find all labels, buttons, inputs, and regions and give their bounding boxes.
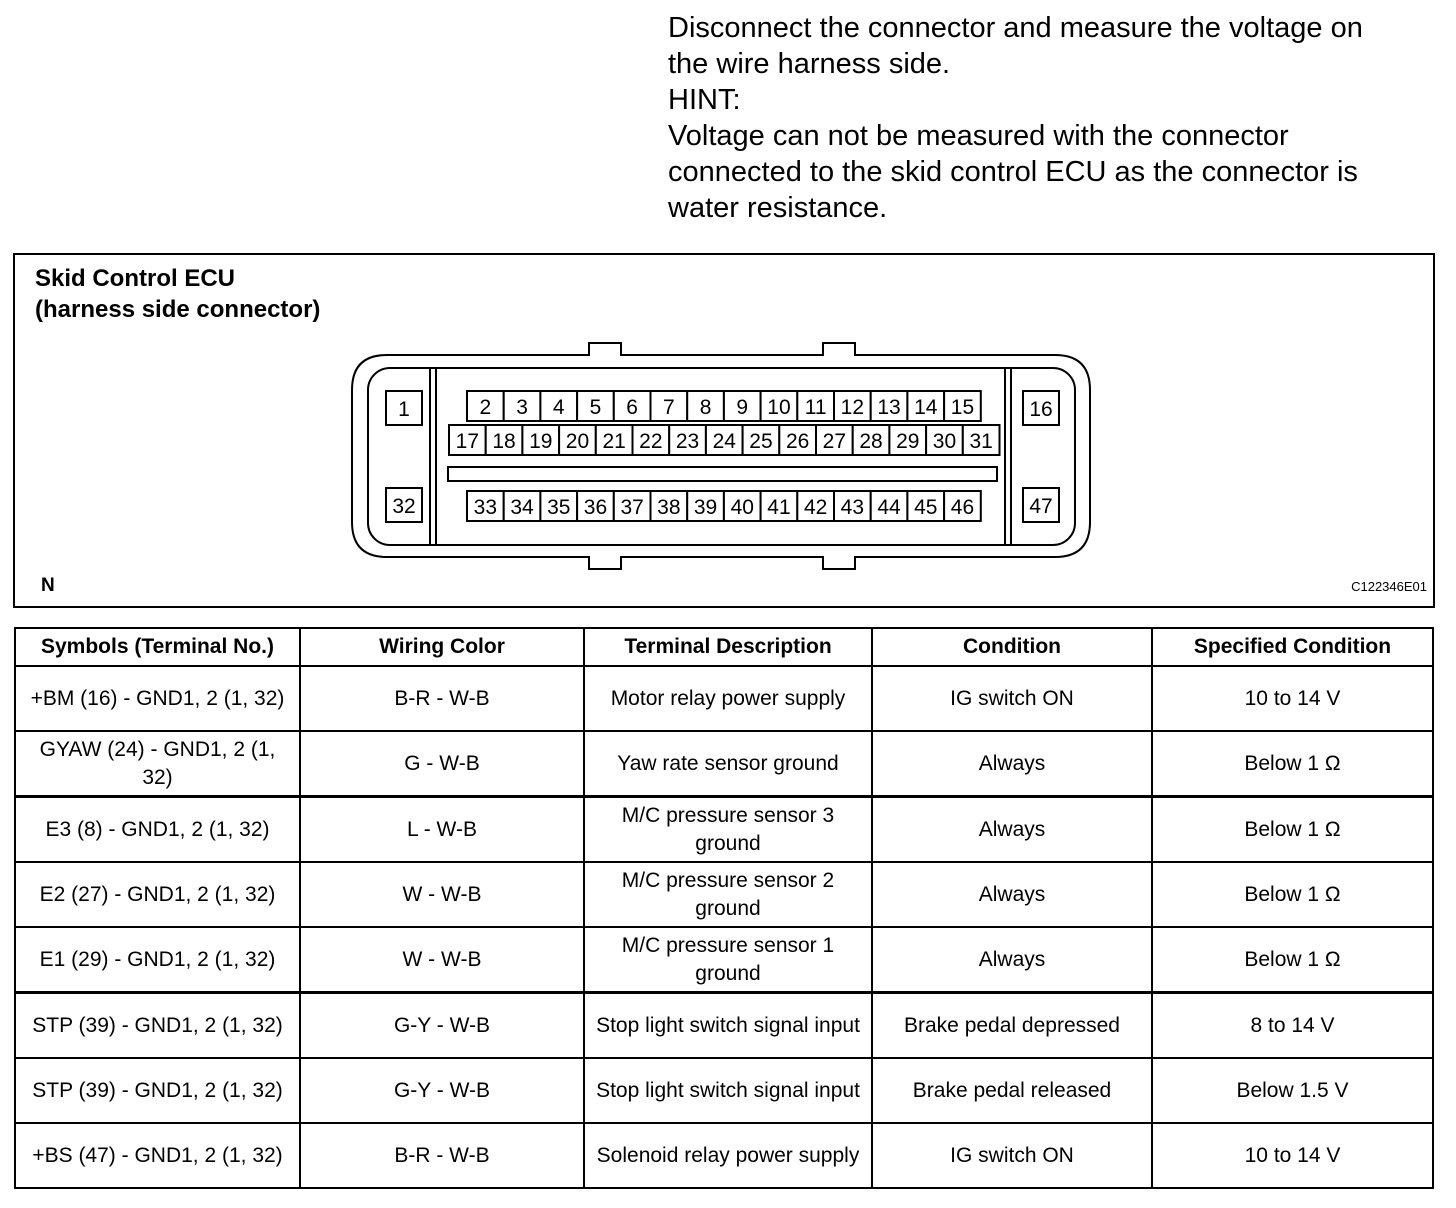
cell-condition: IG switch ON [872,666,1152,731]
cell-specified-condition: Below 1 Ω [1152,927,1433,993]
connector-pin-3 [504,391,541,421]
table-row [15,797,1433,863]
pin-label: 1 [398,398,410,421]
cell-wiring-color: W - W-B [300,927,584,993]
connector-pin-45 [907,491,944,521]
cell-specified-condition: Below 1 Ω [1152,731,1433,797]
connector-pin-24 [706,425,743,455]
cell-wiring-color: G - W-B [300,731,584,797]
connector-pin-41 [761,491,798,521]
connector-pin-47 [1023,488,1059,522]
connector-pin-19 [522,425,559,455]
connector-pin-15 [944,391,981,421]
pin-label: 37 [620,496,644,519]
cell-symbols: STP (39) - GND1, 2 (1, 32) [15,993,300,1059]
cell-condition: IG switch ON [872,1123,1152,1188]
cell-condition: Always [872,862,1152,927]
cell-specified-condition: Below 1.5 V [1152,1058,1433,1123]
pin-label: 43 [840,496,865,519]
connector-pin-36 [577,491,614,521]
pin-label: 30 [932,430,957,453]
hint-line: Voltage can not be measured with the connector [668,120,1289,152]
pins-layer [386,391,1059,522]
pin-label: 18 [492,430,516,453]
connector-pin-14 [907,391,944,421]
connector-pin-7 [651,391,688,421]
pin-label: 24 [712,430,736,453]
connector-pin-16 [1023,391,1059,425]
pin-label: 13 [877,396,901,419]
cell-specified-condition: 10 to 14 V [1152,1123,1433,1188]
column-header-wiring-color: Wiring Color [300,628,584,666]
pin-label: 40 [730,496,754,519]
pin-label: 36 [583,496,608,519]
hint-line: water resistance. [668,192,888,224]
connector-pin-12 [834,391,871,421]
table-row [15,666,1433,731]
table-row [15,862,1433,927]
cell-symbols: E2 (27) - GND1, 2 (1, 32) [15,862,300,927]
cell-condition: Always [872,927,1152,993]
pin-label: 6 [626,396,638,419]
column-header-symbols: Symbols (Terminal No.) [15,628,300,666]
connector-pin-6 [614,391,651,421]
connector-pin-35 [540,491,577,521]
cell-wiring-color: W - W-B [300,862,584,927]
cell-specified-condition: 10 to 14 V [1152,666,1433,731]
pin-label: 12 [840,396,865,419]
pin-label: 4 [552,396,565,419]
connector-pin-2 [467,391,504,421]
connector-pin-13 [871,391,908,421]
connector-diagram [13,253,1435,608]
connector-pin-26 [779,425,816,455]
cell-specified-condition: 8 to 14 V [1152,993,1433,1059]
cell-symbols: +BM (16) - GND1, 2 (1, 32) [15,666,300,731]
pin-label: 14 [914,396,938,419]
pin-label: 5 [589,396,602,419]
pin-label: 22 [639,430,663,453]
view-marker: N [41,575,55,596]
cell-condition: Brake pedal depressed [872,993,1152,1059]
cell-terminal-description: Stop light switch signal input [584,1058,872,1123]
pin-label: 21 [602,430,626,453]
pin-label: 11 [804,396,827,419]
connector-pin-38 [651,491,688,521]
hint-label: HINT: [668,84,741,116]
cell-terminal-description: M/C pressure sensor 1 ground [584,927,872,993]
diagram-title-line: (harness side connector) [35,296,321,323]
cell-wiring-color: B-R - W-B [300,666,584,731]
connector-pin-29 [889,425,926,455]
connector-pin-37 [614,491,651,521]
cell-symbols: E3 (8) - GND1, 2 (1, 32) [15,797,300,863]
cell-specified-condition: Below 1 Ω [1152,862,1433,927]
connector-pin-20 [559,425,596,455]
cell-terminal-description: Motor relay power supply [584,666,872,731]
pin-label: 16 [1029,398,1053,421]
pin-label: 2 [479,396,492,419]
cell-terminal-description: M/C pressure sensor 2 ground [584,862,872,927]
pin-label: 44 [877,496,901,519]
cell-specified-condition: Below 1 Ω [1152,797,1433,863]
connector-pin-39 [687,491,724,521]
instruction-line: Disconnect the connector and measure the voltage on [668,12,1363,44]
pin-label: 28 [859,430,883,453]
instruction-line: the wire harness side. [668,48,951,80]
connector-pin-25 [743,425,780,455]
table-row [15,993,1433,1059]
cell-terminal-description: Yaw rate sensor ground [584,731,872,797]
pin-label: 46 [950,496,975,519]
pin-label: 27 [822,430,847,453]
pin-label: 33 [473,496,498,519]
cell-condition: Brake pedal released [872,1058,1152,1123]
cell-terminal-description: M/C pressure sensor 3 ground [584,797,872,863]
connector-drawing [15,255,1433,606]
connector-pin-17 [449,425,486,455]
diagram-title-line: Skid Control ECU [35,265,236,292]
pin-label: 19 [529,430,553,453]
instructions [668,10,1428,226]
connector-pin-40 [724,491,761,521]
connector-pin-9 [724,391,761,421]
connector-pin-11 [797,391,834,421]
cell-symbols: E1 (29) - GND1, 2 (1, 32) [15,927,300,993]
connector-pin-31 [963,425,1000,455]
connector-pin-32 [386,488,422,522]
connector-pin-8 [687,391,724,421]
connector-pin-1 [386,391,422,425]
pin-label: 20 [565,430,590,453]
connector-pin-44 [871,491,908,521]
cell-wiring-color: L - W-B [300,797,584,863]
cell-symbols: +BS (47) - GND1, 2 (1, 32) [15,1123,300,1188]
cell-symbols: GYAW (24) - GND1, 2 (1, 32) [15,731,300,797]
pin-label: 23 [675,430,700,453]
pin-label: 15 [950,396,975,419]
connector-pin-46 [944,491,981,521]
pin-label: 41 [767,496,791,519]
table-header-row [15,628,1433,666]
cell-condition: Always [872,731,1152,797]
connector-pin-21 [596,425,633,455]
column-header-terminal-description: Terminal Description [584,628,872,666]
pin-label: 9 [736,396,749,419]
pin-label: 8 [699,396,712,419]
connector-pin-30 [926,425,963,455]
pin-label: 7 [663,396,675,419]
table-row [15,1123,1433,1188]
connector-pin-33 [467,491,504,521]
pin-label: 32 [392,495,416,518]
connector-pin-22 [633,425,670,455]
pin-label: 26 [785,430,810,453]
pin-label: 45 [914,496,938,519]
pin-label: 3 [516,396,528,419]
connector-pin-23 [669,425,706,455]
table-row [15,731,1433,797]
connector-pin-28 [853,425,890,455]
figure-code: C122346E01 [1351,579,1427,594]
pin-label: 38 [657,496,681,519]
table-row [15,927,1433,993]
cell-terminal-description: Solenoid relay power supply [584,1123,872,1188]
cell-wiring-color: G-Y - W-B [300,993,584,1059]
pin-label: 39 [693,496,718,519]
column-header-specified-condition: Specified Condition [1152,628,1433,666]
cell-wiring-color: B-R - W-B [300,1123,584,1188]
specification-table [14,627,1434,1189]
cell-symbols: STP (39) - GND1, 2 (1, 32) [15,1058,300,1123]
cell-condition: Always [872,797,1152,863]
pin-label: 47 [1029,495,1053,518]
connector-center-slot [448,467,997,481]
cell-wiring-color: G-Y - W-B [300,1058,584,1123]
connector-pin-27 [816,425,853,455]
pin-label: 35 [547,496,571,519]
connector-pin-34 [504,491,541,521]
connector-pin-4 [540,391,577,421]
pin-label: 10 [767,396,791,419]
cell-terminal-description: Stop light switch signal input [584,993,872,1059]
table-row [15,1058,1433,1123]
connector-pin-10 [761,391,798,421]
connector-pin-43 [834,491,871,521]
pin-label: 25 [749,430,773,453]
connector-pin-5 [577,391,614,421]
hint-line: connected to the skid control ECU as the connector is [668,156,1358,188]
pin-label: 29 [896,430,920,453]
pin-label: 17 [455,430,480,453]
pin-label: 42 [803,496,828,519]
pin-label: 31 [969,430,993,453]
column-header-condition: Condition [872,628,1152,666]
connector-pin-18 [486,425,523,455]
connector-pin-42 [797,491,834,521]
pin-label: 34 [510,496,534,519]
